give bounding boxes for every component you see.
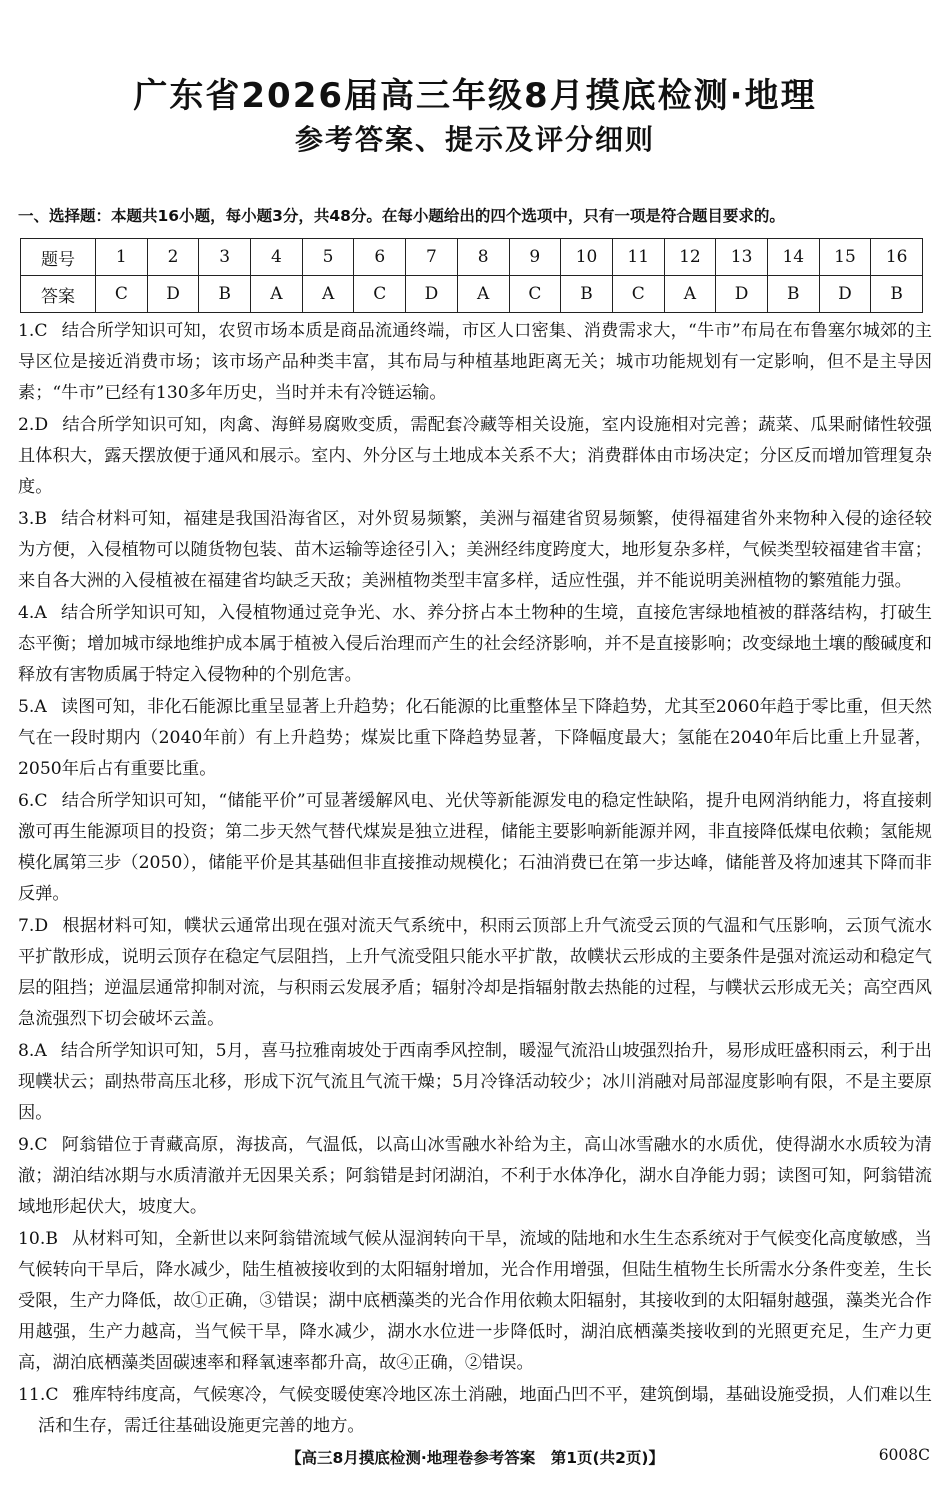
explanation-text: 阿翁错位于青藏高原，海拔高，气温低，以高山冰雪融水补给为主，高山冰雪融水的水质优，使得湖水水质较为清澈；湖泊结冰期与水质清澈并无因果关系；阿翁错是封闭湖泊，不利于水体净化，湖水自净能力弱；读图可知，阿翁错流域地形起伏大，坡度大。 bbox=[18, 1135, 932, 1217]
section-heading: 一、选择题：本题共16小题，每小题3分，共48分。在每小题给出的四个选项中，只有一项是符合题目要求的。 bbox=[18, 207, 785, 225]
question-number: 4 bbox=[251, 239, 303, 276]
explanation-text: 结合所学知识可知，“储能平价”可显著缓解风电、光伏等新能源发电的稳定性缺陷，提升电网消纳能力，将直接刺激可再生能源项目的投资；第二步天然气替代煤炭是独立进程，储能主要影响新能源并网，非直接降低煤电依赖；氢能规模化属第三步（2050），储能平价是其基础但非直接推动规模化；石油消费已在第一步达峰，储能普及将加速其下降而非反弹。 bbox=[18, 791, 932, 904]
answer-cell: B bbox=[199, 276, 251, 313]
answer-cell: B bbox=[767, 276, 819, 313]
answer-cell: C bbox=[509, 276, 561, 313]
explanation-text: 结合材料可知，福建是我国沿海省区，对外贸易频繁，美洲与福建省贸易频繁，使得福建省外来物种入侵的途径较为方便，入侵植物可以随货物包装、苗木运输等途径引入；美洲经纬度跨度大，地形复杂多样，气候类型较福建省丰富；来自各大洲的入侵植被在福建省均缺乏天敌；美洲植物类型丰富多样，适应性强，并不能说明美洲植物的繁殖能力强。 bbox=[18, 509, 932, 591]
page-title: 广东省2026届高三年级8月摸底检测·地理 bbox=[133, 76, 817, 116]
question-number: 14 bbox=[767, 239, 819, 276]
explanation-label: 9.C bbox=[18, 1135, 48, 1155]
explanation-text: 雅库特纬度高，气候寒冷，气候变暖使寒冷地区冻土消融，地面凸凹不平，建筑倒塌，基础设施受损，人们难以生活和生存，需迁往基础设施更完善的地方。 bbox=[38, 1385, 932, 1436]
question-number: 6 bbox=[354, 239, 406, 276]
answer-cell: D bbox=[716, 276, 768, 313]
answer-cell: A bbox=[302, 276, 354, 313]
explanation-text: 结合所学知识可知，农贸市场本质是商品流通终端，市区人口密集、消费需求大，“牛市”布局在布鲁塞尔城郊的主导区位是接近消费市场；该市场产品种类丰富，其布局与种植基地距离无关；城市功能规划有一定影响，但不是主导因素；“牛市”已经有130多年历史，当时并未有冷链运输。 bbox=[18, 321, 932, 403]
question-number: 13 bbox=[716, 239, 768, 276]
explanation-label: 11.C bbox=[18, 1385, 59, 1405]
answer-cell: D bbox=[819, 276, 871, 313]
explanation-text: 根据材料可知，幞状云通常出现在强对流天气系统中，积雨云顶部上升气流受云顶的气温和气压影响，云顶气流水平扩散形成，说明云顶存在稳定气层阻挡，上升气流受阻只能水平扩散，故幞状云形成的主要条件是强对流运动和稳定气层的阻挡；逆温层通常抑制对流，与积雨云发展矛盾；辐射冷却是指辐射散去热能的过程，与幞状云形成无关；高空西风急流强烈下切会破坏云盖。 bbox=[18, 916, 932, 1029]
answer-cell: A bbox=[457, 276, 509, 313]
answer-cell: D bbox=[406, 276, 458, 313]
answer-cell: A bbox=[251, 276, 303, 313]
explanation-list bbox=[18, 316, 932, 1443]
explanation-label: 7.D bbox=[18, 916, 49, 936]
answer-cell: C bbox=[96, 276, 148, 313]
answer-cell: B bbox=[561, 276, 613, 313]
row-label-number: 题号 bbox=[21, 239, 96, 276]
row-label-answer: 答案 bbox=[21, 276, 96, 313]
explanation-item bbox=[18, 598, 932, 691]
page-subtitle: 参考答案、提示及评分细则 bbox=[294, 123, 655, 156]
question-number: 16 bbox=[871, 239, 923, 276]
explanation-item bbox=[18, 1130, 932, 1223]
question-number: 10 bbox=[561, 239, 613, 276]
explanation-label: 1.C bbox=[18, 321, 48, 341]
explanation-item bbox=[18, 1380, 932, 1442]
answer-cell: D bbox=[147, 276, 199, 313]
explanation-item bbox=[18, 911, 932, 1035]
question-number: 9 bbox=[509, 239, 561, 276]
explanation-item bbox=[18, 504, 932, 597]
question-number: 5 bbox=[302, 239, 354, 276]
document-code: 6008C bbox=[878, 1446, 930, 1464]
explanation-item bbox=[18, 1036, 932, 1129]
explanation-text: 结合所学知识可知，入侵植物通过竞争光、水、养分挤占本土物种的生境，直接危害绿地植被的群落结构，打破生态平衡；增加城市绿地维护成本属于植被入侵后治理而产生的社会经济影响，并不是直接影响；改变绿地土壤的酸碱度和释放有害物质属于特定入侵物种的个别危害。 bbox=[18, 603, 932, 685]
question-number: 11 bbox=[612, 239, 664, 276]
explanation-label: 8.A bbox=[18, 1041, 47, 1061]
page-footer: 【高三8月摸底检测·地理卷参考答案 第1页(共2页)】 bbox=[286, 1449, 664, 1467]
explanation-label: 3.B bbox=[18, 509, 48, 529]
explanation-label: 10.B bbox=[18, 1229, 58, 1249]
answer-cell: A bbox=[664, 276, 716, 313]
question-number: 15 bbox=[819, 239, 871, 276]
explanation-label: 2.D bbox=[18, 415, 49, 435]
explanation-item bbox=[18, 410, 932, 503]
explanation-text: 结合所学知识可知，肉禽、海鲜易腐败变质，需配套冷藏等相关设施，室内设施相对完善；蔬菜、瓜果耐储性较强且体积大，露天摆放便于通风和展示。室内、外分区与土地成本关系不大；消费群体由市场决定；分区反而增加管理复杂度。 bbox=[18, 415, 932, 497]
explanation-item bbox=[18, 692, 932, 785]
explanation-item bbox=[18, 1224, 932, 1379]
explanation-text: 从材料可知，全新世以来阿翁错流域气候从湿润转向干旱，流域的陆地和水生生态系统对于气候变化高度敏感，当气候转向干旱后，降水减少，陆生植被接收到的太阳辐射增加，光合作用增强，但陆生植物生长所需水分条件变差，生长受限，生产力降低，故①正确，③错误；湖中底栖藻类的光合作用依赖太阳辐射，其接收到的太阳辐射越强，藻类光合作用越强，生产力越高，当气候干旱，降水减少，湖水水位进一步降低时，湖泊底栖藻类接收到的光照更充足，生产力更高，湖泊底栖藻类固碳速率和释氧速率都升高，故④正确，②错误。 bbox=[18, 1229, 932, 1373]
answer-table bbox=[20, 238, 923, 313]
explanation-text: 读图可知，非化石能源比重呈显著上升趋势；化石能源的比重整体呈下降趋势，尤其至2060年趋于零比重，但天然气在一段时期内（2040年前）有上升趋势；煤炭比重下降趋势显著，下降幅度最大；氢能在2040年后比重上升显著，2050年后占有重要比重。 bbox=[18, 697, 932, 779]
answer-cell: B bbox=[871, 276, 923, 313]
answer-row bbox=[21, 276, 923, 313]
question-number-row bbox=[21, 239, 923, 276]
question-number: 3 bbox=[199, 239, 251, 276]
answer-cell: C bbox=[354, 276, 406, 313]
answer-cell: C bbox=[612, 276, 664, 313]
explanation-item bbox=[18, 316, 932, 409]
question-number: 8 bbox=[457, 239, 509, 276]
question-number: 2 bbox=[147, 239, 199, 276]
explanation-label: 5.A bbox=[18, 697, 47, 717]
explanation-item bbox=[18, 786, 932, 910]
explanation-label: 4.A bbox=[18, 603, 47, 623]
question-number: 7 bbox=[406, 239, 458, 276]
question-number: 12 bbox=[664, 239, 716, 276]
question-number: 1 bbox=[96, 239, 148, 276]
explanation-text: 结合所学知识可知，5月，喜马拉雅南坡处于西南季风控制，暖湿气流沿山坡强烈抬升，易形成旺盛积雨云，利于出现幞状云；副热带高压北移，形成下沉气流且气流干燥；5月冷锋活动较少；冰川消融对局部湿度影响有限，不是主要原因。 bbox=[18, 1041, 932, 1123]
explanation-label: 6.C bbox=[18, 791, 48, 811]
